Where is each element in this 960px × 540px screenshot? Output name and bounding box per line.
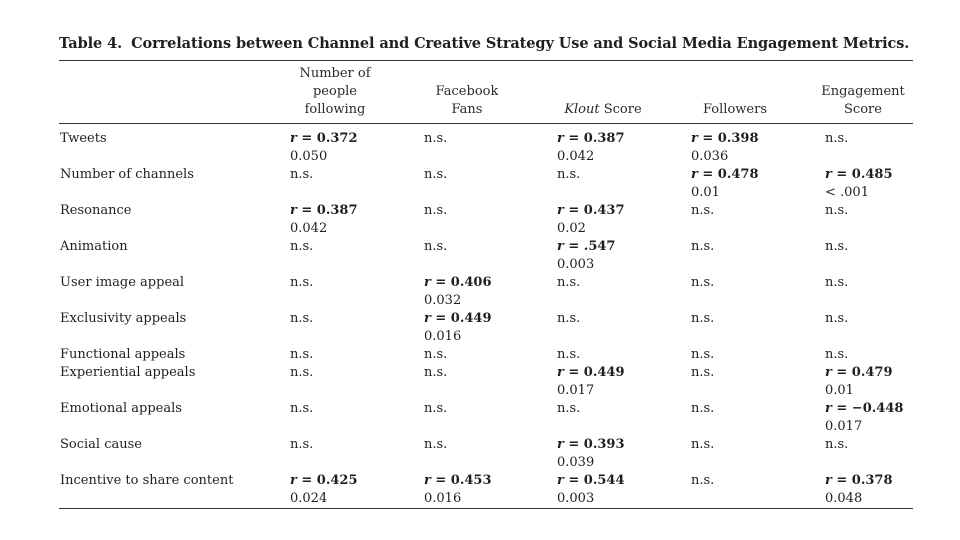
table-cell (691, 400, 714, 418)
table-cell (290, 310, 313, 328)
column-header-klout-score: Klout Score (564, 102, 642, 117)
table-cell (691, 202, 714, 220)
p-value: 0.016 (424, 491, 462, 506)
not-significant: n.s. (691, 239, 715, 254)
p-value: < .001 (825, 185, 869, 200)
correlation-value: r = 0.453 (424, 473, 492, 488)
row-label: Animation (60, 239, 128, 254)
table-cell (691, 436, 714, 454)
correlation-value: r = −0.448 (825, 401, 904, 416)
bottom-rule (59, 508, 913, 509)
row-label: Exclusivity appeals (60, 311, 187, 326)
correlation-value: r = 0.387 (557, 131, 625, 146)
table-cell (557, 202, 625, 238)
table-cell (290, 166, 313, 184)
header-rule (59, 123, 913, 124)
p-value: 0.01 (691, 185, 720, 200)
p-value: 0.017 (557, 383, 595, 398)
table-number: Table 4. (59, 35, 123, 52)
p-value: 0.032 (424, 293, 462, 308)
p-value: 0.01 (825, 383, 854, 398)
correlation-value: r = 0.387 (290, 203, 358, 218)
column-header-engagement-score: Engagement Score (821, 84, 905, 117)
not-significant: n.s. (424, 239, 448, 254)
not-significant: n.s. (557, 401, 581, 416)
correlation-value: r = 0.398 (691, 131, 759, 146)
table-cell (557, 436, 625, 472)
table-cell (691, 166, 759, 202)
table-cell (290, 436, 313, 454)
correlation-value: r = 0.372 (290, 131, 358, 146)
table-cell (557, 274, 580, 292)
not-significant: n.s. (825, 203, 849, 218)
column-header-people-following: Number of people following (299, 66, 371, 117)
table-cell (691, 130, 759, 166)
not-significant: n.s. (825, 437, 849, 452)
correlation-value: r = 0.378 (825, 473, 893, 488)
table-cell (424, 130, 447, 148)
table-cell (825, 202, 848, 220)
not-significant: n.s. (825, 311, 849, 326)
not-significant: n.s. (290, 311, 314, 326)
table-cell (424, 166, 447, 184)
not-significant: n.s. (691, 203, 715, 218)
not-significant: n.s. (290, 365, 314, 380)
table-cell (290, 346, 313, 364)
table-cell (691, 364, 714, 382)
not-significant: n.s. (691, 365, 715, 380)
p-value: 0.017 (825, 419, 863, 434)
table-cell (424, 346, 447, 364)
table-cell (290, 130, 358, 166)
table-cell (825, 400, 903, 436)
table-title: Correlations between Channel and Creative Strategy Use and Social Media Engagement Metrics. (131, 35, 910, 52)
not-significant: n.s. (557, 311, 581, 326)
not-significant: n.s. (424, 401, 448, 416)
not-significant: n.s. (290, 347, 314, 362)
p-value: 0.048 (825, 491, 863, 506)
table-cell (691, 238, 714, 256)
not-significant: n.s. (691, 473, 715, 488)
not-significant: n.s. (825, 131, 849, 146)
not-significant: n.s. (424, 437, 448, 452)
table-cell (825, 166, 893, 202)
table-cell (424, 400, 447, 418)
table-cell (290, 274, 313, 292)
table-cell (424, 274, 492, 310)
correlation-value: r = 0.425 (290, 473, 358, 488)
table-cell (290, 472, 358, 508)
column-header-followers: Followers (703, 102, 767, 117)
not-significant: n.s. (290, 437, 314, 452)
table-cell (825, 130, 848, 148)
table-cell (825, 364, 893, 400)
not-significant: n.s. (691, 401, 715, 416)
not-significant: n.s. (557, 347, 581, 362)
not-significant: n.s. (424, 365, 448, 380)
row-label: Functional appeals (60, 347, 186, 362)
not-significant: n.s. (290, 167, 314, 182)
table-cell (691, 310, 714, 328)
row-label: Incentive to share content (60, 473, 234, 488)
table-cell (424, 364, 447, 382)
table-cell (424, 202, 447, 220)
correlation-value: r = 0.544 (557, 473, 625, 488)
table-cell (825, 346, 848, 364)
not-significant: n.s. (691, 275, 715, 290)
p-value: 0.003 (557, 491, 595, 506)
p-value: 0.042 (557, 149, 595, 164)
table-cell (557, 364, 625, 400)
correlation-value: r = 0.393 (557, 437, 625, 452)
column-header-facebook-fans: Facebook Fans (435, 84, 499, 117)
not-significant: n.s. (290, 275, 314, 290)
correlation-value: r = 0.449 (557, 365, 625, 380)
table-cell (557, 346, 580, 364)
table-cell (424, 310, 492, 346)
table-cell (290, 364, 313, 382)
not-significant: n.s. (290, 401, 314, 416)
table-cell (825, 436, 848, 454)
table-cell (424, 472, 492, 508)
table-caption (59, 35, 909, 52)
p-value: 0.042 (290, 221, 328, 236)
table-cell (290, 400, 313, 418)
not-significant: n.s. (691, 347, 715, 362)
row-label: Social cause (60, 437, 142, 452)
p-value: 0.036 (691, 149, 729, 164)
not-significant: n.s. (557, 167, 581, 182)
p-value: 0.003 (557, 257, 595, 272)
correlation-value: r = 0.479 (825, 365, 893, 380)
table-cell (557, 130, 625, 166)
correlation-value: r = 0.478 (691, 167, 759, 182)
table-cell (825, 310, 848, 328)
correlation-value: r = 0.449 (424, 311, 492, 326)
not-significant: n.s. (825, 347, 849, 362)
row-label: Tweets (60, 131, 107, 146)
table-cell (691, 274, 714, 292)
p-value: 0.016 (424, 329, 462, 344)
not-significant: n.s. (424, 131, 448, 146)
not-significant: n.s. (825, 275, 849, 290)
row-label: Experiential appeals (60, 365, 196, 380)
table-cell (825, 238, 848, 256)
correlation-value: r = .547 (557, 239, 616, 254)
correlation-value: r = 0.485 (825, 167, 893, 182)
row-label: Resonance (60, 203, 132, 218)
table-cell (691, 346, 714, 364)
not-significant: n.s. (424, 203, 448, 218)
table-cell (825, 274, 848, 292)
p-value: 0.039 (557, 455, 595, 470)
not-significant: n.s. (424, 167, 448, 182)
table-cell (825, 472, 893, 508)
row-label: User image appeal (60, 275, 185, 290)
p-value: 0.024 (290, 491, 328, 506)
table-cell (557, 400, 580, 418)
table-cell (557, 238, 615, 274)
correlation-value: r = 0.406 (424, 275, 492, 290)
p-value: 0.02 (557, 221, 586, 236)
table-cell (557, 310, 580, 328)
correlation-value: r = 0.437 (557, 203, 625, 218)
row-label: Emotional appeals (60, 401, 182, 416)
table-cell (557, 472, 625, 508)
table-cell (691, 472, 714, 490)
table-cell (557, 166, 580, 184)
table-cell (290, 238, 313, 256)
not-significant: n.s. (691, 437, 715, 452)
table-cell (290, 202, 358, 238)
p-value: 0.050 (290, 149, 328, 164)
not-significant: n.s. (691, 311, 715, 326)
not-significant: n.s. (825, 239, 849, 254)
not-significant: n.s. (424, 347, 448, 362)
table-cell (424, 436, 447, 454)
row-label: Number of channels (60, 167, 194, 182)
top-rule (59, 60, 913, 61)
not-significant: n.s. (557, 275, 581, 290)
not-significant: n.s. (290, 239, 314, 254)
table-cell (424, 238, 447, 256)
